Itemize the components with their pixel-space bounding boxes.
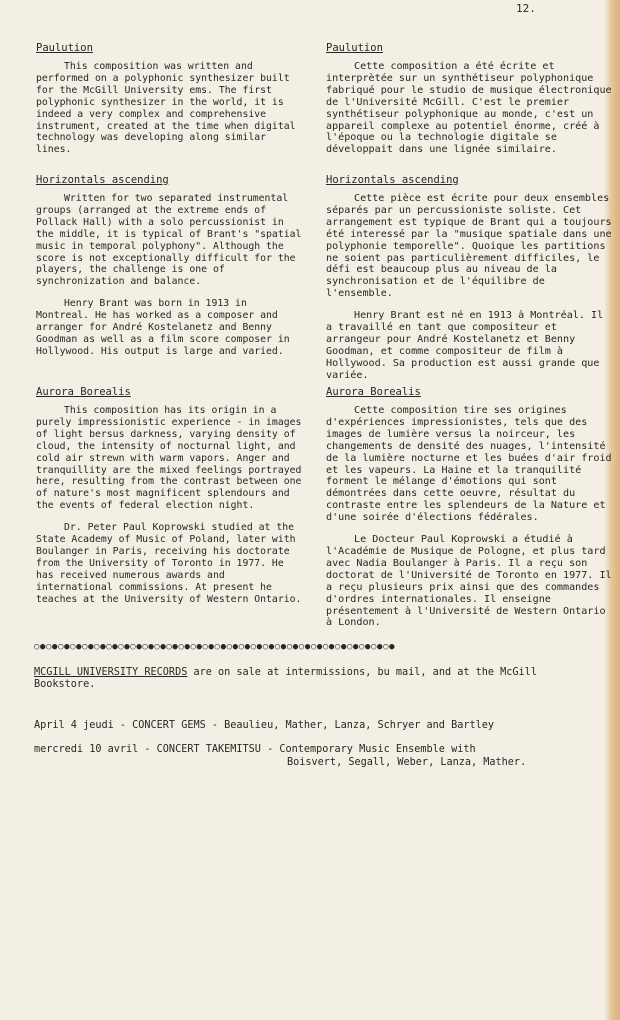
paragraph: Cette composition a été écrite et interprètée sur un synthétiseur polyphonique fabriqué pour le studio de musique électronique de l'Université McGill. C'est le premier synthétiseur polyphonique au monde, c'est un appareil complexe au potentiel énorme, créé à l'époque ou la technologie digitale se développait dans une lignée similaire. (326, 61, 612, 156)
english-column (36, 42, 302, 632)
page-number: 12. (516, 2, 536, 15)
section-paulution-en (36, 42, 302, 166)
section-horizontals-fr (326, 174, 614, 392)
paragraph: This composition was written and performed on a polyphonic synthesizer built for the McGill University ems. The first polyphonic synthesizer in the world, it is indeed a very complex and comprehensive instrument, created at the time when digital technology was developing along similar lines. (36, 61, 296, 156)
section-aurora-en (36, 386, 302, 616)
paragraph: Cette composition tire ses origines d'expériences impressionistes, tels que des images de lumière versus la noirceur, les changements de densité des nuages, l'intensité de la lumière nocturne et les buées d'air froid et les vapeurs. La Haine et la tranquilité forment le mélange d'émotions qui sont démontrées dans cette oeuvre, résultat du contraste entre les splendeurs de la Nature et d'une soirée d'élections fédérales. (326, 405, 612, 524)
section-heading: Paulution (36, 42, 93, 54)
dot-divider: ○●○●○●○●○●○●○●○●○●○●○●○●○●○●○●○●○●○●○●○●○●○●○●○●○●○●○●○●○●○● (34, 642, 396, 652)
section-heading: Horizontals ascending (36, 174, 169, 186)
section-heading: Aurora Borealis (326, 386, 421, 398)
section-heading: Horizontals ascending (326, 174, 459, 186)
paragraph: Le Docteur Paul Koprowski a étudié à l'Académie de Musique de Pologne, et plus tard avec Nadia Boulanger à Paris. Il a reçu son doctorat de l'Université de Toronto en 1977. Il a reçu plusieurs prix ainsi que des commandes d'ordres internationales. Il enseigne présentement à l'Université de Western Ontario à London. (326, 534, 612, 629)
concert-line: Boisvert, Segall, Weber, Lanza, Mather. (287, 756, 527, 768)
section-horizontals-en (36, 174, 302, 368)
paragraph: Henry Brant was born in 1913 in Montreal. He has worked as a composer and arranger for André Kostelanetz and Benny Goodman as well as a film score composer in Hollywood. His output is large and varied. (36, 298, 290, 357)
concert-line: mercredi 10 avril - CONCERT TAKEMITSU - Contemporary Music Ensemble with (34, 744, 476, 755)
records-title: MCGILL UNIVERSITY RECORDS (34, 667, 188, 678)
paragraph: Cette pièce est écrite pour deux ensembles séparés par un percussioniste soliste. Cet arrangement est typique de Brant qui a toujours été interessé par la "musique spatiale dans une polyphonie temporelle". Quoique les partitions ne soient pas particulièrement difficiles, le défi est beaucoup plus au niveau de la synchronisation et de l'équilibre de l'ensemble. (326, 193, 612, 300)
concert-listing: April 4 jeudi - CONCERT GEMS - Beaulieu, Mather, Lanza, Schryer and Bartley (34, 720, 495, 731)
section-paulution-fr (326, 42, 614, 166)
paragraph: Written for two separated instrumental groups (arranged at the extreme ends of Pollack Hall) with a solo percussionist in the middle, it is typical of Brant's "spatial music in temporal polyphony". Although the score is not exceptionally difficult for the players, the challenge is one of synchronization and balance. (36, 193, 302, 288)
records-notice (34, 667, 594, 691)
concert-listing (34, 744, 526, 769)
section-aurora-fr (326, 386, 614, 639)
french-column (326, 42, 614, 642)
records-text: are on sale at intermissions, bu mail, and at the McGill Bookstore. (34, 667, 537, 690)
section-heading: Paulution (326, 42, 383, 54)
paragraph: Henry Brant est né en 1913 à Montréal. Il a travaillé en tant que compositeur et arrangeur pour André Kostelanetz et Benny Goodman, et comme compositeur de film à Hollywood. Sa production est aussi grande que variée. (326, 310, 604, 381)
section-heading: Aurora Borealis (36, 386, 131, 398)
paragraph: Dr. Peter Paul Koprowski studied at the State Academy of Music of Poland, later with Boulanger in Paris, receiving his doctorate from the University of Toronto in 1977. He has received numerous awards and international commissions. At present he teaches at the University of Western Ontario. (36, 522, 302, 605)
paragraph: This composition has its origin in a purely impressionistic experience - in images of light bersus darkness, varying density of cloud, the intensity of nocturnal light, and cold air strewn with warm vapors. Anger and tranquillity are the mixed feelings portrayed here, resulting from the contrast between one of nature's most magnificent splendours and the events of federal election night. (36, 405, 302, 512)
